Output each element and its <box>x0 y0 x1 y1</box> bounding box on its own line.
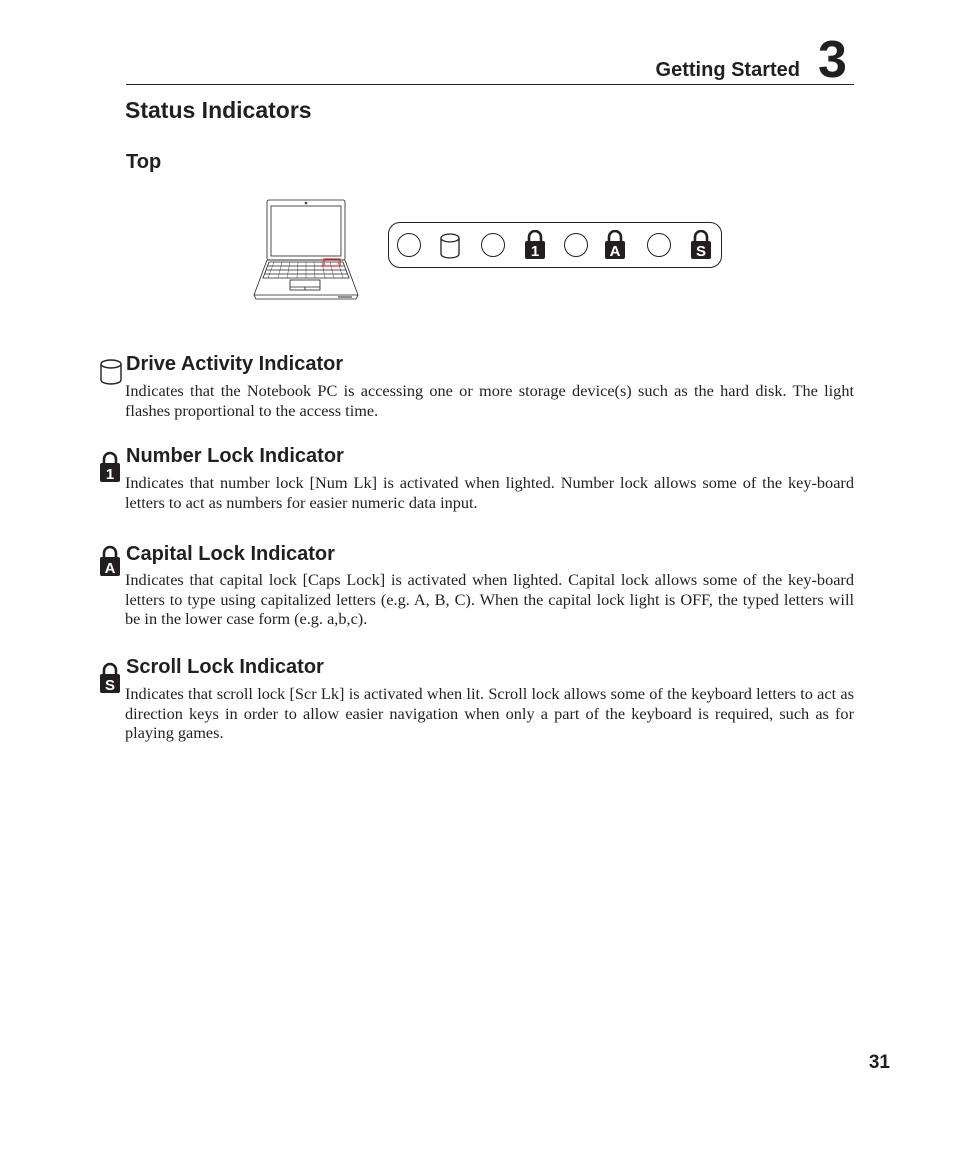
panel-capital-lock-glyph: A <box>609 243 621 260</box>
number-lock-glyph: 1 <box>105 466 115 483</box>
chapter-title: Getting Started <box>655 59 800 81</box>
panel-capital-lock-icon <box>604 230 626 265</box>
panel-number-lock-glyph: 1 <box>530 243 540 260</box>
indicator-description: Indicates that capital lock [Caps Lock] is activated when lighted. Capital lock allows some of the key-board letters to type using capitalized letters (e.g. A, B, C). When the capital lock light is OFF, the typed letters will be in the lower case form (e.g. a,b,c). <box>125 570 854 628</box>
scroll-lock-icon <box>99 662 121 694</box>
panel-scroll-lock-glyph: S <box>695 243 707 260</box>
panel-scroll-lock-icon <box>690 230 712 265</box>
indicator-title: Number Lock Indicator <box>126 445 344 467</box>
header-divider <box>126 84 854 85</box>
panel-power-led <box>397 233 421 257</box>
chapter-number: 3 <box>818 31 847 89</box>
notebook-illustration <box>252 198 362 302</box>
page-number: 31 <box>868 1052 890 1073</box>
indicator-description: Indicates that the Notebook PC is accessing one or more storage device(s) such as the hard disk. The light flashes proportional to the access time. <box>125 381 854 420</box>
status-indicator-panel <box>388 222 722 268</box>
number-lock-icon <box>99 451 121 483</box>
indicator-title: Drive Activity Indicator <box>126 353 344 375</box>
panel-drive-icon <box>439 232 461 265</box>
panel-led-4 <box>647 233 671 257</box>
capital-lock-icon <box>99 545 121 577</box>
indicator-title: Capital Lock Indicator <box>126 543 335 565</box>
capital-lock-glyph: A <box>104 560 116 577</box>
section-title: Status Indicators <box>125 97 312 123</box>
panel-led-3 <box>564 233 588 257</box>
subsection-title: Top <box>126 151 162 173</box>
indicator-description: Indicates that scroll lock [Scr Lk] is activated when lit. Scroll lock allows some of the keyboard letters to act as direction keys in order to allow easier navigation when only a part of the keyboard is required, such as for playing games. <box>125 684 854 742</box>
scroll-lock-glyph: S <box>104 677 116 694</box>
drive-cylinder-icon <box>99 358 123 386</box>
indicator-title: Scroll Lock Indicator <box>126 656 324 678</box>
panel-led-2 <box>481 233 505 257</box>
indicator-description: Indicates that number lock [Num Lk] is activated when lighted. Number lock allows some of the key-board letters to act as numbers for easier numeric data input. <box>125 473 854 512</box>
panel-number-lock-icon <box>524 230 546 265</box>
